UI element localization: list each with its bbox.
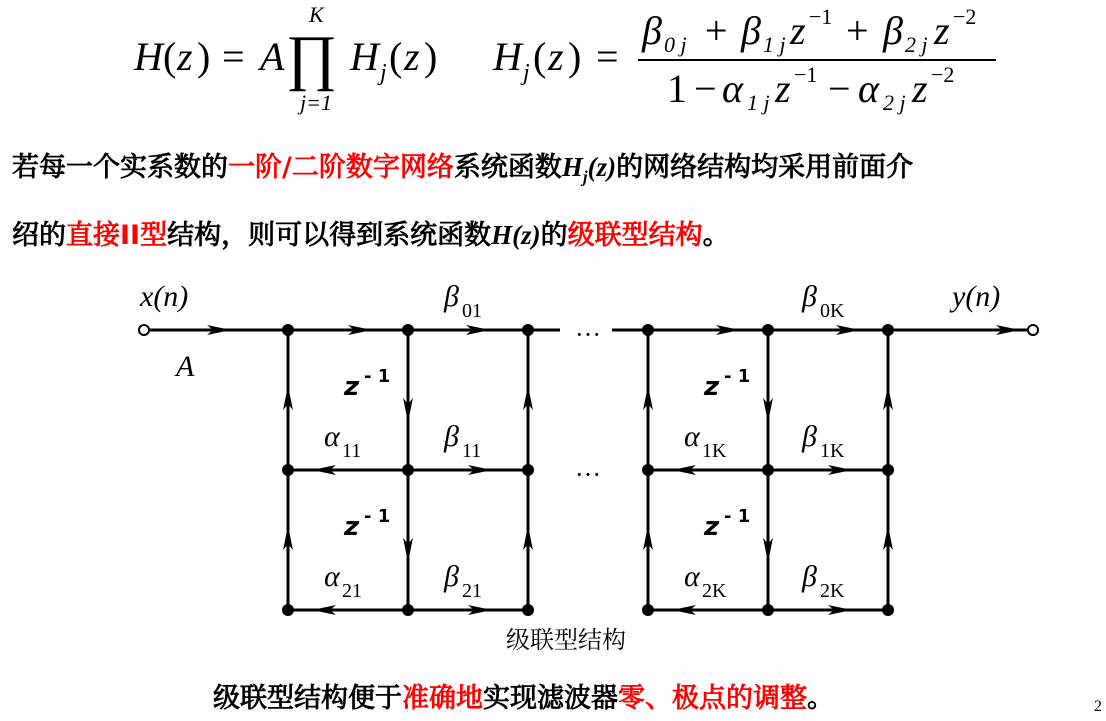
formula-z-2: z [404, 34, 420, 79]
formula-den-z1-exp: −1 [794, 62, 818, 87]
page-number: 2 [1094, 698, 1102, 715]
formula-num-z2-exp: −2 [953, 4, 977, 29]
stage1-a2-sub: 21 [342, 580, 362, 602]
node [522, 604, 534, 616]
bottom-text-2: 实现滤波器 [483, 683, 618, 714]
stage1-b2-sym: β [444, 560, 459, 593]
formula-paren-close-2: ) [424, 34, 438, 79]
node [762, 464, 774, 476]
stageK-a2-sym: α [684, 560, 700, 593]
ellipsis-mid: ··· [575, 460, 601, 489]
formula-num-z2: z [934, 8, 950, 53]
stage1-b0-sub: 01 [462, 300, 482, 322]
node [522, 324, 534, 336]
formula-num-beta1-sub: 1 j [763, 32, 786, 57]
formula-den-alpha2-sub: 2 j [883, 90, 906, 115]
formula-den-alpha2: α [858, 66, 879, 111]
formula-num-plus-1: + [705, 8, 728, 53]
bottom-note [213, 676, 834, 715]
formula-z-1: z [177, 34, 193, 79]
node [282, 604, 294, 616]
bottom-highlight-zeros-poles: 零、极点的调整 [618, 683, 807, 714]
formula-h-lhs: H [134, 34, 163, 79]
formula-den-alpha1: α [722, 66, 743, 111]
description-line-2 [12, 218, 730, 253]
stage1-delay2-label: z [344, 512, 360, 542]
stageK-b2-sub: 2K [820, 580, 845, 602]
formula-den-z2: z [912, 66, 928, 111]
node [642, 464, 654, 476]
stageK-delay1-label: z [704, 372, 720, 402]
formula-equals-1: = [222, 34, 245, 79]
stage1-delay1-label: z [344, 372, 360, 402]
stage1-a2-sym: α [324, 560, 340, 593]
formula-hj-2-sub: j [523, 60, 530, 86]
stageK-b1-sym: β [802, 420, 817, 453]
stageK-a1-sub: 1K [702, 440, 727, 462]
formula-equals-2: = [596, 34, 619, 79]
desc-text-2: 系统函数 [453, 152, 562, 183]
desc-text-5: 结构，则可以得到系统函数 [167, 220, 492, 251]
description-line-1 [12, 150, 913, 194]
stageK-a2-sub: 2K [702, 580, 727, 602]
formula-gain-a: A [260, 34, 285, 79]
stage1-b0-sym: β [444, 280, 459, 313]
node [402, 604, 414, 616]
stageK-a1-sym: α [684, 420, 700, 453]
formula-num-beta1: β [741, 8, 761, 53]
formula-den-one: 1 [667, 66, 687, 111]
bottom-text-3: 。 [807, 683, 834, 714]
input-label: x(n) [140, 280, 189, 313]
formula-paren-close-3: ) [568, 34, 582, 79]
stageK-b0-sub: 0K [820, 300, 845, 322]
formula-prod-upper: K [309, 2, 324, 27]
desc-highlight-cascade: 级联型结构 [567, 220, 703, 251]
formula-z-3: z [548, 34, 564, 79]
formula-hj-2: H [493, 34, 522, 79]
stage1-b2-sub: 21 [462, 580, 482, 602]
formula-hj-1: H [350, 34, 379, 79]
node [282, 464, 294, 476]
formula-num-plus-2: + [846, 8, 869, 53]
node [522, 464, 534, 476]
formula [133, 2, 996, 115]
stageK-b2-sym: β [802, 560, 817, 593]
formula-paren-open-1: ( [163, 34, 177, 79]
desc-h-var: H [491, 220, 513, 250]
desc-highlight-network: 一阶/二阶数字网络 [228, 152, 454, 183]
stage1-delay2-exp: - 1 [364, 506, 391, 527]
stage1-a1-sub: 11 [342, 440, 362, 462]
formula-den-minus-1: − [694, 66, 717, 111]
formula-paren-open-2: ( [389, 34, 403, 79]
stageK-delay1-exp: - 1 [724, 366, 751, 387]
formula-hj-1-sub: j [380, 60, 387, 86]
formula-num-z1: z [790, 8, 806, 53]
bottom-text-1: 级联型结构便于 [213, 683, 402, 714]
stage1-b1-sub: 11 [462, 440, 482, 462]
desc-highlight-direct-ii: 直接II型 [66, 220, 168, 251]
desc-text-3: 的网络结构均采用前面介 [616, 152, 914, 183]
desc-h-arg: (z) [512, 220, 541, 250]
node [762, 604, 774, 616]
formula-num-beta2: β [883, 8, 903, 53]
node [882, 464, 894, 476]
formula-num-beta0-sub: 0 j [664, 32, 687, 57]
stageK-b1-sub: 1K [820, 440, 845, 462]
formula-paren-close-1: ) [197, 34, 211, 79]
node [282, 324, 294, 336]
desc-text-7: 。 [702, 220, 730, 251]
stageK-delay2-label: z [704, 512, 720, 542]
node [882, 604, 894, 616]
desc-hj-sub: j [582, 167, 588, 187]
desc-hj-var: H [561, 152, 583, 182]
ellipsis-top: ··· [575, 320, 601, 349]
diagram-labels [139, 280, 1000, 602]
stageK-delay2-exp: - 1 [724, 506, 751, 527]
input-terminal [139, 325, 149, 335]
bottom-highlight-accurate: 准确地 [402, 683, 483, 714]
desc-text-4: 绍的 [12, 220, 66, 251]
output-terminal [1028, 325, 1038, 335]
formula-paren-open-3: ( [533, 34, 547, 79]
stage1-a1-sym: α [324, 420, 340, 453]
stageK-b0-sym: β [802, 280, 817, 313]
node [402, 324, 414, 336]
output-label: y(n) [952, 280, 1001, 313]
node [402, 464, 414, 476]
formula-num-z1-exp: −1 [809, 4, 833, 29]
formula-den-alpha1-sub: 1 j [747, 90, 770, 115]
formula-prod-lower: j=1 [300, 90, 332, 115]
desc-text-6: 的 [540, 220, 568, 251]
formula-den-minus-2: − [828, 66, 851, 111]
formula-den-z1: z [775, 66, 791, 111]
stage1-delay1-exp: - 1 [364, 366, 391, 387]
desc-text-1: 若每一个实系数的 [12, 152, 228, 183]
formula-den-z2-exp: −2 [931, 62, 955, 87]
formula-product-icon: ∏ [286, 24, 338, 92]
diagram-caption: 级联型结构 [506, 626, 626, 654]
desc-hj-arg: (z) [587, 152, 617, 182]
gain-label: A [176, 350, 195, 383]
node [642, 324, 654, 336]
node [882, 324, 894, 336]
formula-num-beta2-sub: 2 j [905, 32, 928, 57]
formula-num-beta0: β [642, 8, 662, 53]
stage1-b1-sym: β [444, 420, 459, 453]
node [642, 604, 654, 616]
node [762, 324, 774, 336]
